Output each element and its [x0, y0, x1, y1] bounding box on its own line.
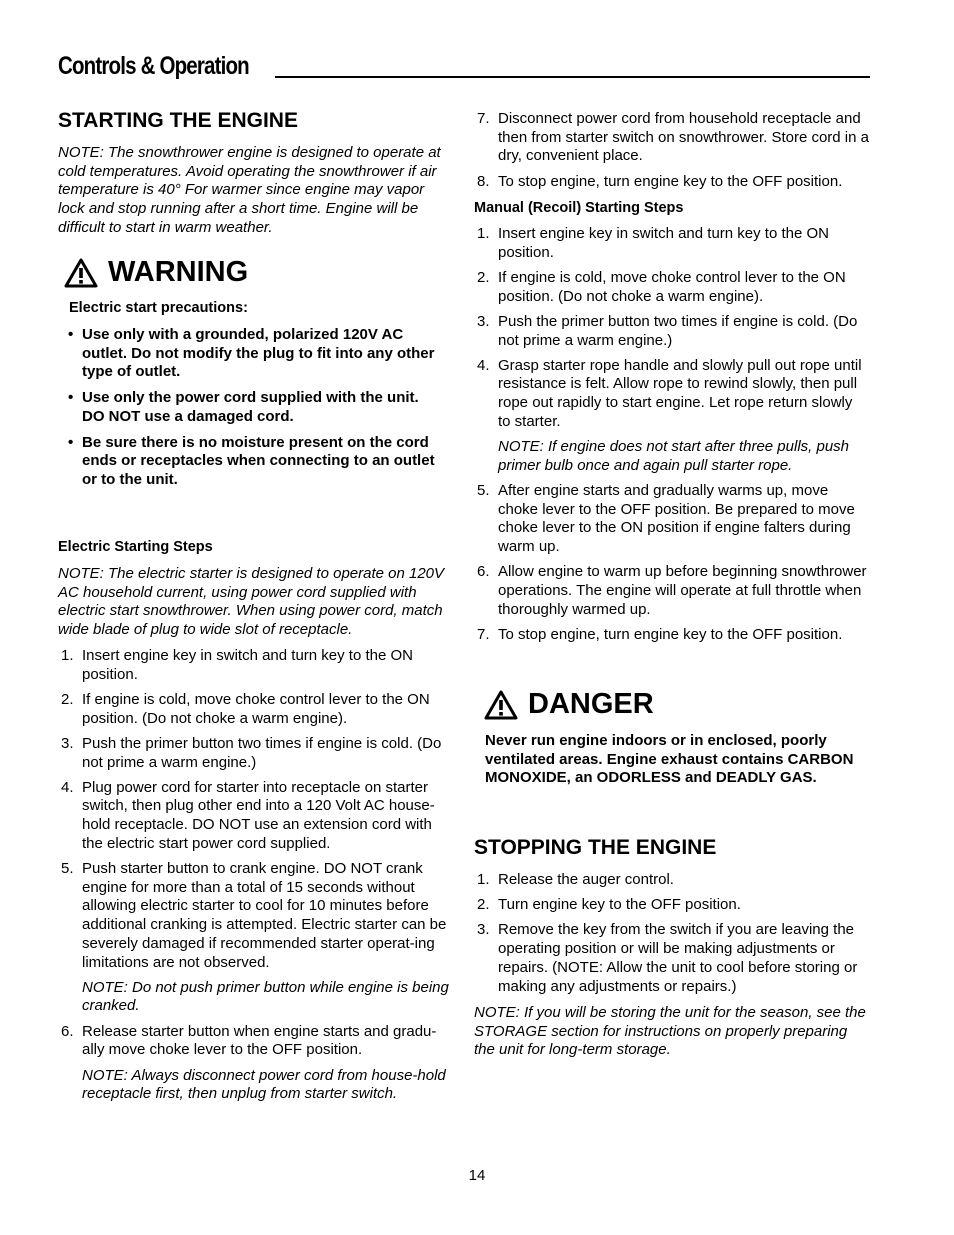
- starting-heading: STARTING THE ENGINE: [58, 109, 298, 132]
- list-item: 7. To stop engine, turn engine key to the OFF position.: [477, 625, 843, 643]
- header-rule: [275, 76, 870, 78]
- list-item: 3. Push the primer button two times if engine is cold. (Do not prime a warm engine.): [477, 312, 858, 349]
- stopping-steps: [474, 871, 874, 1003]
- list-item: 4. Grasp starter rope handle and slowly pull out rope until resistance is felt. Allow rope to rewind slowly, then pull rope out rapidly to start engine. Let rope return slowly to starter. NOTE: If engine does not start after three pulls, push primer bulb once and again pull starter rope.: [474, 357, 869, 476]
- list-item: 6. Release starter button when engine starts and gradu-ally move choke lever to the OFF position. NOTE: Always disconnect power cord from house-hold receptacle first, then unplug from starter switch.: [58, 1023, 453, 1104]
- manual-steps: [474, 225, 869, 651]
- danger-text: Never run engine indoors or in enclosed, poorly ventilated areas. Engine exhaust contains CARBON MONOXIDE, an ODORLESS and DEADLY GAS.: [485, 732, 854, 787]
- step-note: NOTE: Always disconnect power cord from house-hold receptacle first, then unplug from starter switch.: [82, 1066, 446, 1103]
- list-item: 2. If engine is cold, move choke control lever to the ON position. (Do not choke a warm engine).: [477, 268, 846, 305]
- warning-subtitle: Electric start precautions:: [69, 300, 248, 316]
- list-item: 4. Plug power cord for starter into receptacle on starter switch, then plug other end into a 120 Volt AC house-hold receptacle. DO NOT use an extension cord with the electric start power cord supplied.: [61, 778, 435, 852]
- danger-title: DANGER: [528, 688, 654, 720]
- list-item: 3. Push the primer button two times if engine is cold. (Do not prime a warm engine.): [61, 734, 442, 771]
- warning-title: WARNING: [108, 256, 249, 288]
- list-item: 7. Disconnect power cord from household receptacle and then from starter switch on snowthrower. Store cord in a dry, convenient place.: [477, 110, 869, 165]
- list-item: 1. Insert engine key in switch and turn key to the ON position.: [477, 225, 830, 261]
- warning-bullets: [58, 326, 438, 497]
- list-item: 3. Remove the key from the switch if you are leaving the operating position or will be making adjustments or repairs. (NOTE: Allow the unit to cool before storing or making any adjustments or repairs.): [477, 921, 858, 995]
- list-item: 2. If engine is cold, move choke control lever to the ON position. (Do not choke a warm engine).: [61, 690, 430, 727]
- electric-note: NOTE: The electric starter is designed to operate on 120V AC household current, using power cord supplied with electric start snowthrower. When using power cord, match wide blade of plug to wide slot of receptacle.: [58, 565, 445, 639]
- warning-bullet: • Be sure there is no moisture present on the cord ends or receptacles when connecting to an outlet or to the unit.: [68, 433, 435, 488]
- list-item: 5. Push starter button to crank engine. DO NOT crank engine for more than a total of 15 seconds without allowing electric starter to cool for 10 minutes before additional cranking is attempted. Electric starter can be severely damaged if recommended starter operat-ing limitations are not observed. NOTE: Do not push primer button while engine is being cranked.: [58, 860, 453, 1016]
- list-item: 2. Turn engine key to the OFF position.: [477, 896, 741, 914]
- starting-note: NOTE: The snowthrower engine is designed to operate at cold temperatures. Avoid operating the snowthrower if air temperature is 40° For warmer since engine may vapor lock and stop running after a short time. Engine will be difficult to start in warm weather.: [58, 144, 441, 236]
- page-header: [58, 52, 870, 82]
- list-item: 6. Allow engine to warm up before beginning snowthrower operations. The engine will operate at full throttle when thoroughly warmed up.: [477, 563, 867, 618]
- warning-header: [64, 256, 248, 289]
- electric-steps-continued: [474, 110, 869, 198]
- section-title: Controls & Operation: [58, 52, 249, 80]
- list-item: 8. To stop engine, turn engine key to the OFF position.: [477, 172, 843, 190]
- electric-heading: Electric Starting Steps: [58, 539, 213, 555]
- warning-bullet: • Use only with a grounded, polarized 120V AC outlet. Do not modify the plug to fit into any other type of outlet.: [68, 326, 435, 381]
- danger-header: [484, 688, 654, 721]
- step-note: NOTE: Do not push primer button while engine is being cranked.: [82, 978, 449, 1015]
- manual-heading: Manual (Recoil) Starting Steps: [474, 200, 684, 216]
- stopping-note: NOTE: If you will be storing the unit for the season, see the STORAGE section for instructions on properly preparing the unit for long-term storage.: [474, 1004, 866, 1059]
- list-item: 1. Release the auger control.: [477, 871, 674, 888]
- page-number: 14: [468, 1167, 486, 1184]
- warning-bullet: • Use only the power cord supplied with the unit. DO NOT use a damaged cord.: [68, 389, 419, 425]
- electric-steps: [58, 647, 453, 1110]
- danger-triangle-icon: [484, 690, 518, 720]
- warning-triangle-icon: [64, 258, 98, 288]
- step-note: NOTE: If engine does not start after three pulls, push primer bulb once and again pull starter rope.: [498, 438, 850, 474]
- list-item: 5. After engine starts and gradually warms up, move choke lever to the OFF position. Be prepared to move choke lever to the ON position if engine falters during warm up.: [477, 481, 855, 556]
- stopping-heading: STOPPING THE ENGINE: [474, 836, 717, 859]
- list-item: 1. Insert engine key in switch and turn key to the ON position.: [61, 647, 414, 683]
